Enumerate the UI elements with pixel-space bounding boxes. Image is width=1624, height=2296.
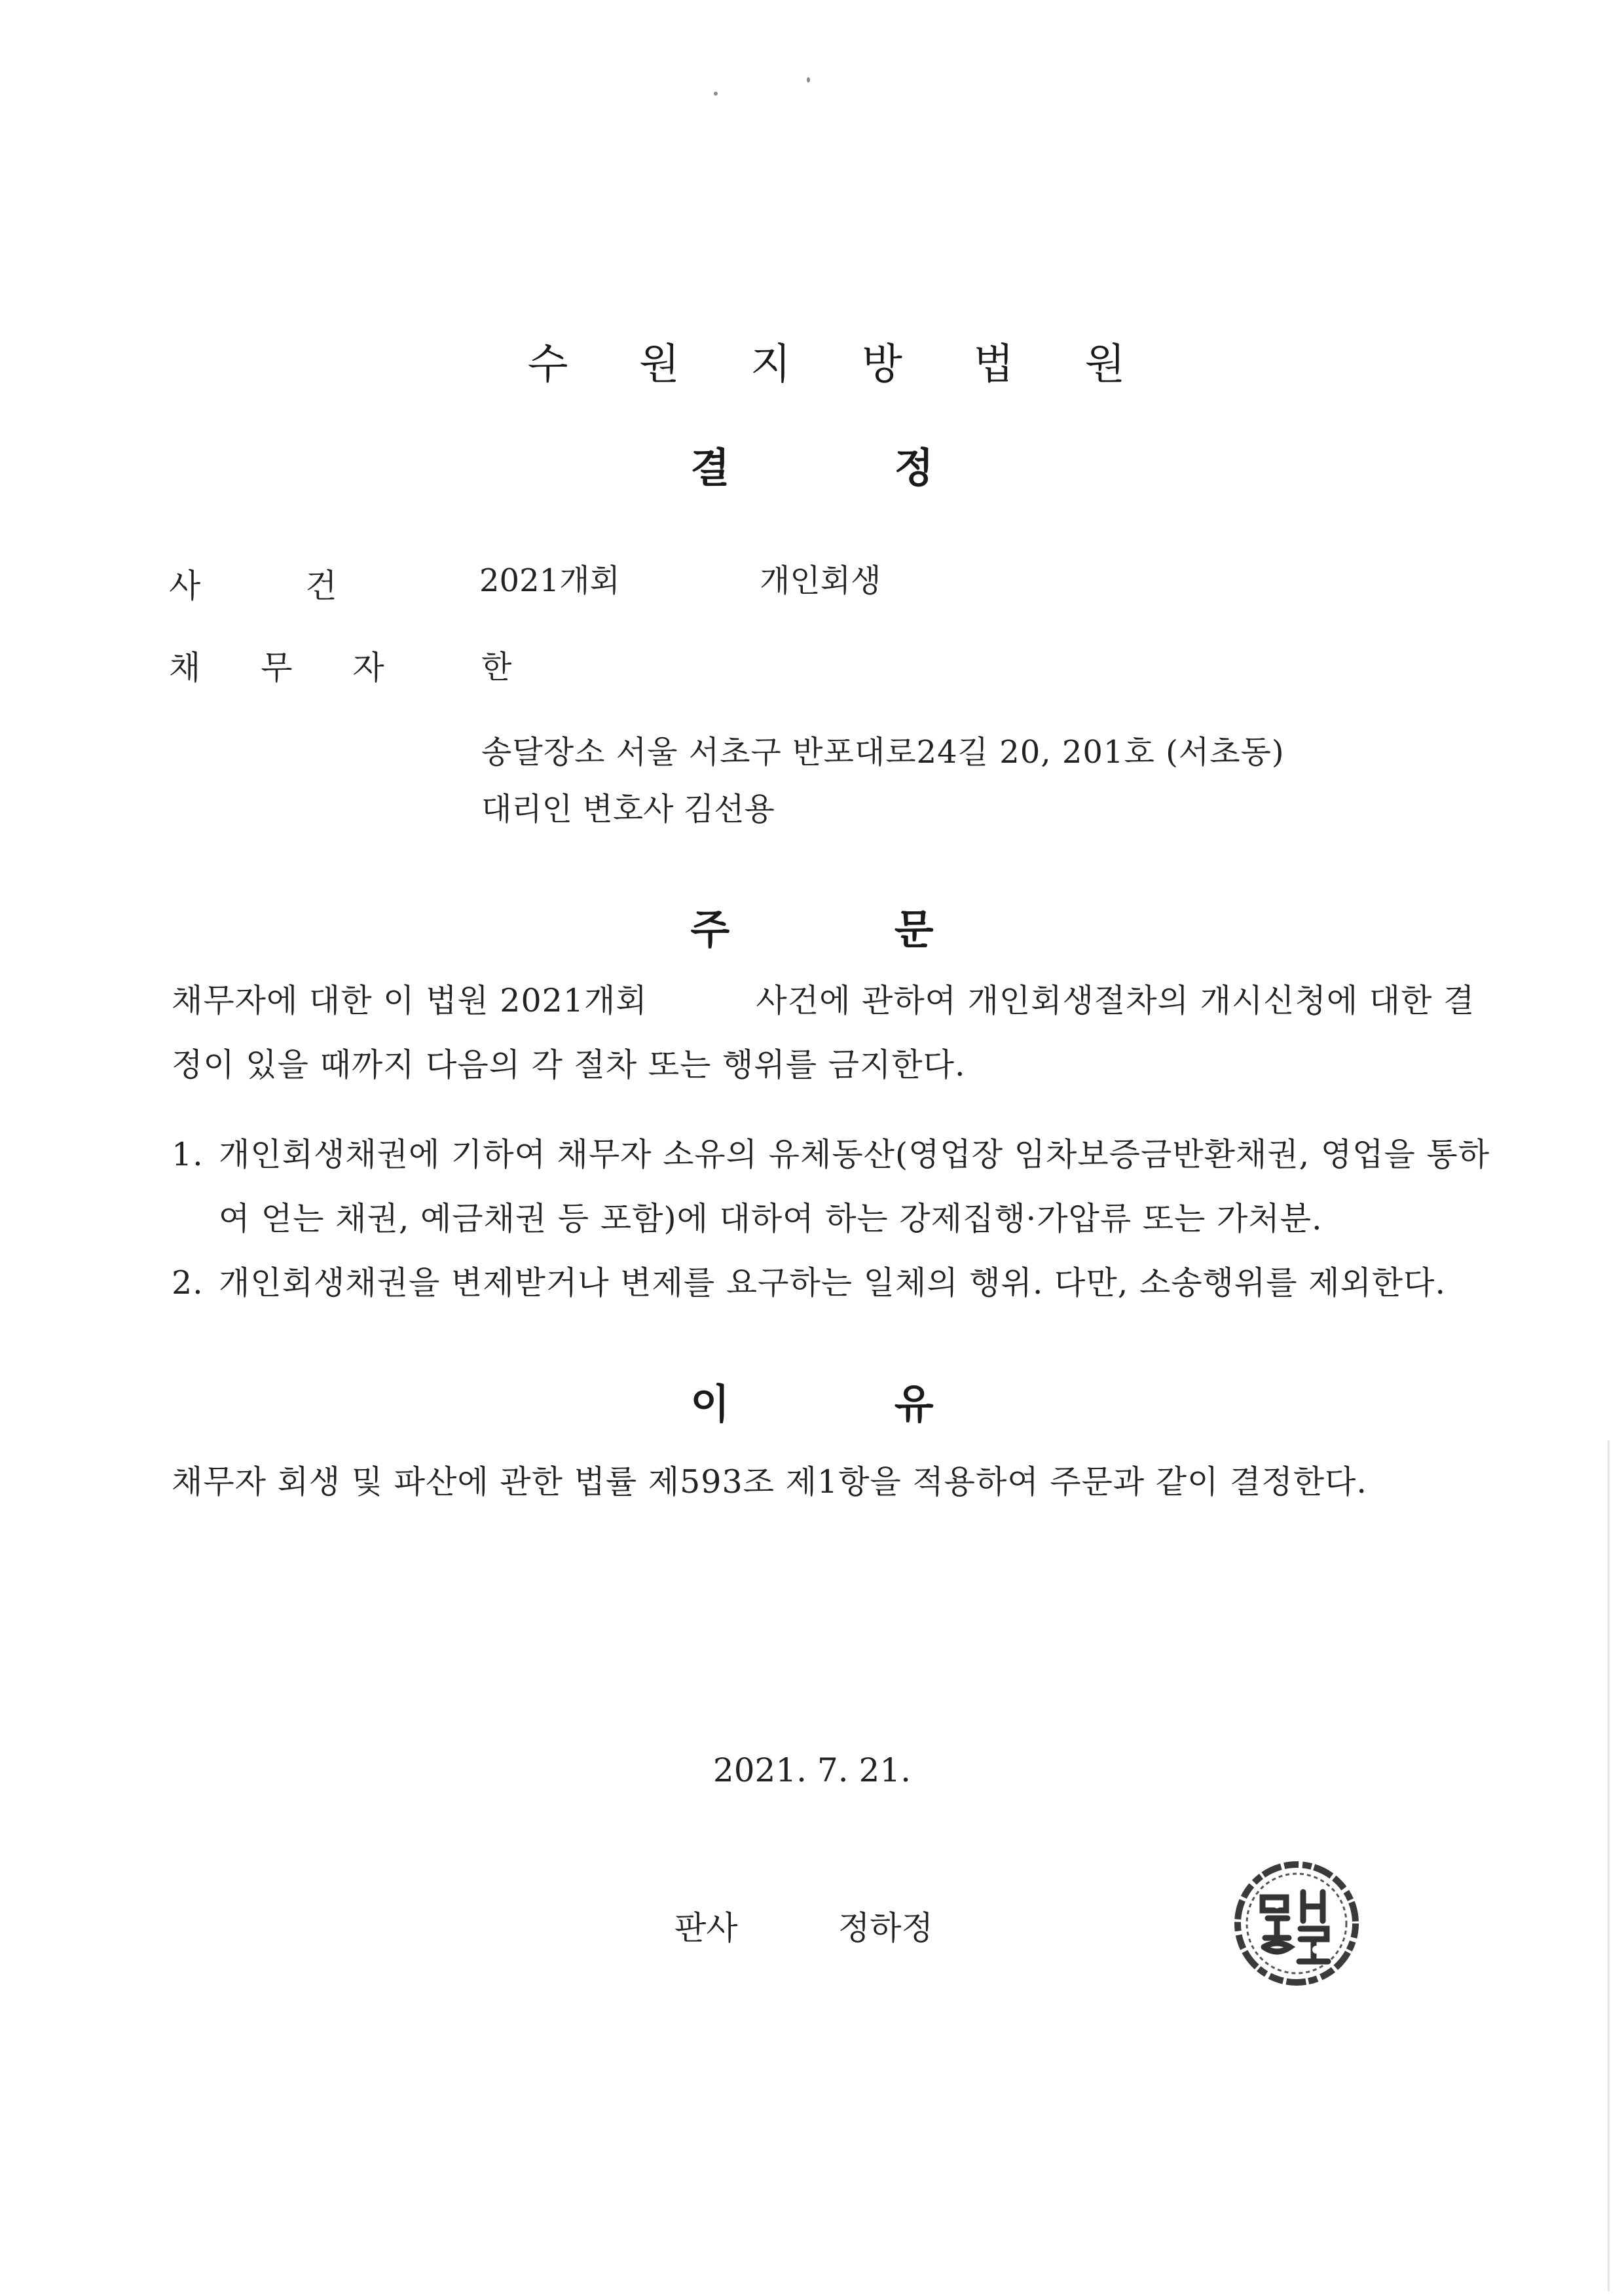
reason-title: 이 유 xyxy=(690,1380,934,1428)
order-item-text: 개인회생채권을 변제받거나 변제를 요구하는 일체의 행위. 다만, 소송행위를 제외한다. xyxy=(219,1264,1447,1302)
judge-name: 정하정 xyxy=(838,1909,933,1947)
scan-speck xyxy=(714,92,718,96)
court-name: 수 원 지 방 법 원 xyxy=(527,340,1154,389)
order-items xyxy=(172,1123,1501,1315)
case-number: 2021개회 xyxy=(479,562,620,599)
order-item xyxy=(172,1123,1501,1251)
order-paragraph: 채무자에 대한 이 법원 2021개회 사건에 관하여 개인회생절차의 개시신청에 대한 결정이 있을 때까지 다음의 각 절차 또는 행위를 금지한다. xyxy=(172,982,1475,1084)
order-item-number: 2. xyxy=(172,1264,204,1302)
debtor-name: 한 xyxy=(481,649,512,685)
case-type: 개인회생 xyxy=(760,562,881,599)
legal-agent: 대리인 변호사 김선용 xyxy=(481,791,775,828)
scan-edge-line xyxy=(1608,1440,1610,2291)
debtor-label: 채 무 자 xyxy=(169,649,386,687)
redacted-area xyxy=(514,640,652,680)
reason-paragraph: 채무자 회생 및 파산에 관한 법률 제593조 제1항을 적용하여 주문과 같이 결정한다. xyxy=(172,1463,1367,1501)
scan-speck xyxy=(807,77,810,82)
decision-date: 2021. 7. 21. xyxy=(712,1751,912,1789)
order-item xyxy=(172,1251,1501,1315)
document-title: 결 정 xyxy=(690,444,934,492)
service-address: 송달장소 서울 서초구 반포대로24길 20, 201호 (서초동) xyxy=(481,734,1285,771)
judge-title: 판사 xyxy=(674,1909,738,1947)
case-label: 사 건 xyxy=(169,567,339,605)
order-item-text: 개인회생채권에 기하여 채무자 소유의 유체동산(영업장 임차보증금반환채권, 영업을 통하여 얻는 채권, 예금채권 등 포함)에 대하여 하는 강제집행·가압류 또는 가처분. xyxy=(219,1136,1490,1237)
court-seal-stamp xyxy=(1231,1858,1362,1989)
order-title: 주 문 xyxy=(690,905,934,953)
order-item-number: 1. xyxy=(172,1136,204,1173)
